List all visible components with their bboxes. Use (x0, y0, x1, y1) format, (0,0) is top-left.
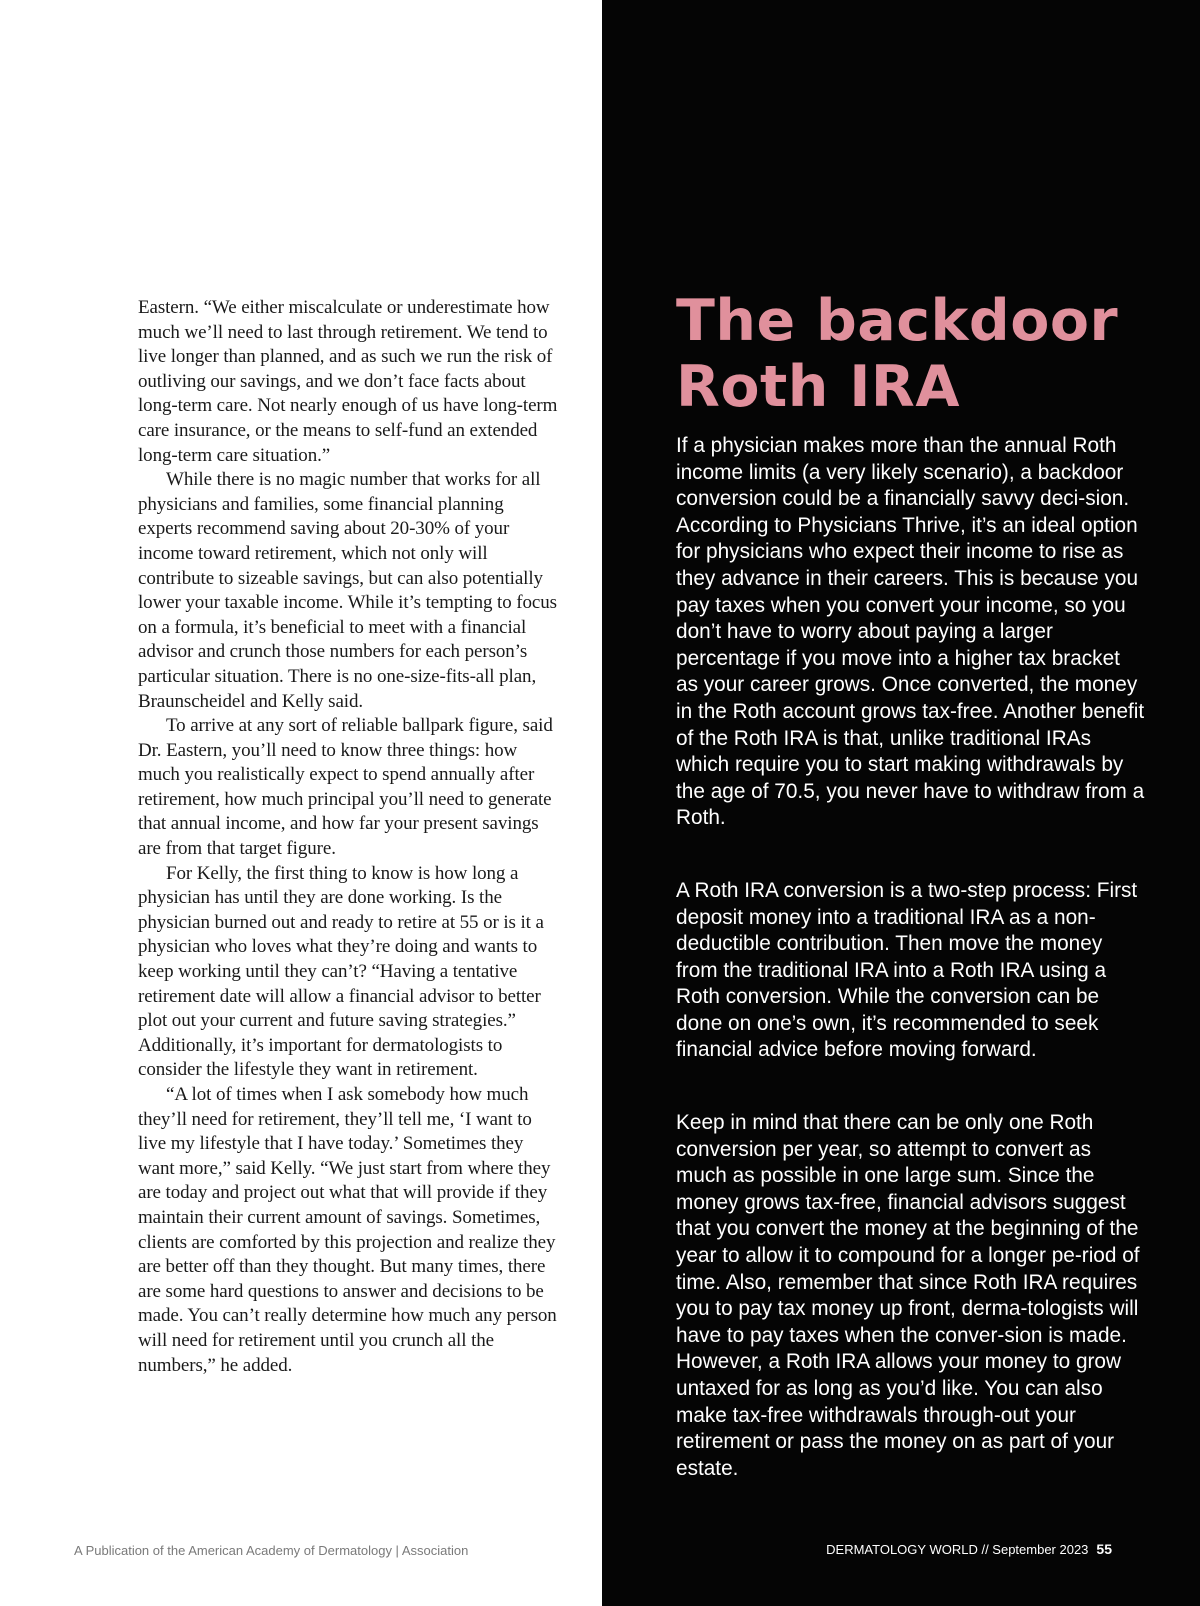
magazine-issue: DERMATOLOGY WORLD // September 2023 (826, 1542, 1089, 1557)
sidebar-title-line-1: The backdoor (676, 288, 1119, 354)
sidebar-title-line-2: Roth IRA (676, 354, 960, 420)
article-paragraph: Eastern. “We either miscalculate or underestimate how much we’ll need to last through retirement. We tend to live longer than planned, and as such we run the risk of outliving our savings, and we don’t face facts about long-term care. Not nearly enough of us have long-term care insurance, or the means to self-fund an extended long-term care situation.” (138, 297, 558, 466)
sidebar-title (676, 288, 1156, 420)
article-paragraph: “A lot of times when I ask somebody how much they’ll need for retirement, they’ll tell me, ‘I want to live my lifestyle that I have today.’ Sometimes they want more,” said Kelly. “We just start from where they are today and project out what that will provide if they maintain their current amount of savings. Sometimes, clients are comforted by this projection and realize they are better off than they thought. But many times, there are some hard questions to answer and decisions to be made. You can’t really determine how much any person will need for retirement until you crunch all the numbers,” he added. (138, 1084, 557, 1376)
sidebar-body (676, 433, 1146, 1528)
sidebar-paragraph: Keep in mind that there can be only one Roth conversion per year, so attempt to convert as much as possible in one large sum. Since the money grows tax-free, financial advisors suggest that you convert the money at the beginning of the year to allow it to compound for a longer pe-riod of time. Also, remember that since Roth IRA requires you to pay tax money up front, derma-tologists will have to pay taxes when the conver-sion is made. However, a Roth IRA allows your money to grow untaxed for as long as you’d like. You can also make tax-free withdrawals through-out your retirement or pass the money on as part of your estate. (676, 1111, 1140, 1480)
article-paragraph: To arrive at any sort of reliable ballpark figure, said Dr. Eastern, you’ll need to know three things: how much you realistically expect to spend annually after retirement, how much principal you’ll need to generate that annual income, and how far your present savings are from that target figure. (138, 715, 553, 860)
article-paragraph: For Kelly, the first thing to know is how long a physician has until they are done working. Is the physician burned out and ready to retire at 55 or is it a physician who loves what they’re doing and wants to keep working until they can’t? “Having a tentative retirement date will allow a financial advisor to better plot out your current and future saving strategies.” Additionally, it’s important for dermatologists to consider the lifestyle they want in retirement. (138, 862, 544, 1081)
sidebar-paragraph: A Roth IRA conversion is a two-step process: First deposit money into a traditional IRA as a non-deductible contribution. Then move the money from the traditional IRA into a Roth IRA using a Roth conversion. While the conversion can be done on one’s own, it’s recommended to seek financial advice before moving forward. (676, 878, 1138, 1062)
magazine-footer (826, 1541, 1112, 1557)
publication-credit: A Publication of the American Academy of Dermatology | Association (74, 1543, 469, 1558)
article-paragraph: While there is no magic number that works for all physicians and families, some financial planning experts recommend saving about 20-30% of your income toward retirement, which not only will contribute to sizeable savings, but can also potentially lower your taxable income. While it’s tempting to focus on a formula, it’s beneficial to meet with a financial advisor and crunch those numbers for each person’s particular situation. There is no one-size-fits-all plan, Braunscheidel and Kelly said. (138, 469, 557, 712)
page-number: 55 (1096, 1541, 1112, 1557)
sidebar-paragraph: If a physician makes more than the annual Roth income limits (a very likely scenario), a backdoor conversion could be a financially savvy deci-sion. According to Physicians Thrive, it’s an ideal option for physicians who expect their income to rise as they advance in their careers. This is because you pay taxes when you convert your income, so you don’t have to worry about paying a larger percentage if you move into a higher tax bracket as your career grows. Once converted, the money in the Roth account grows tax-free. Another benefit of the Roth IRA is that, unlike traditional IRAs which require you to start making withdrawals by the age of 70.5, you never have to withdraw from a Roth. (676, 434, 1145, 830)
article-body (138, 296, 558, 1378)
